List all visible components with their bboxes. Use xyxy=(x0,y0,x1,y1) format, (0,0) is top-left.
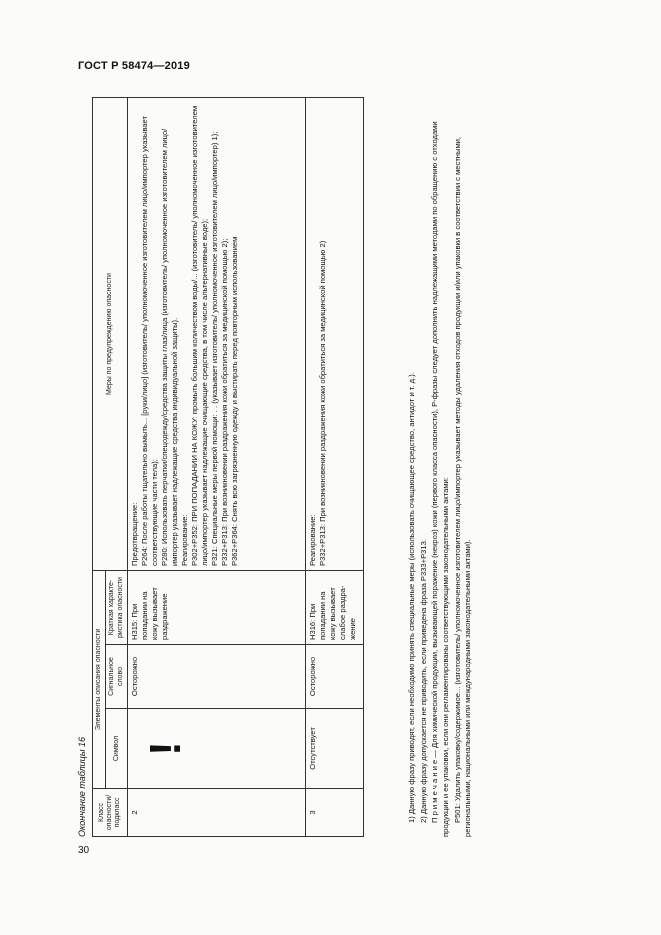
cell-symbol xyxy=(128,709,306,789)
standard-header: ГОСТ Р 58474—2019 xyxy=(78,60,190,72)
rotated-content xyxy=(77,97,517,837)
exclamation-mark-icon: ! xyxy=(141,741,191,756)
cell-short: H316: При попадании на кожу вызывает слабое раздра-жение xyxy=(306,571,364,645)
page-number: 30 xyxy=(78,845,90,856)
cell-measures xyxy=(128,98,306,571)
col-header-signal: Сигнальное слово xyxy=(106,645,128,709)
note: П р и м е ч а н и е — Для химической продукции, вызывающей поражение (некроз) кожи (первого класса опасности), P-фразы следует дополнить надлежащими методами по обращению с отходами продукции и ее упаковки, если они регламентированы соответствующими законодательными актами: xyxy=(430,121,450,837)
measure-line: P362+P364: Снять всю загрязненную одежду и выстирать перед повторным использованием xyxy=(230,236,240,566)
col-header-class: Класс опасности/ подкласс xyxy=(93,789,128,837)
measure-line: Предотвращение: xyxy=(130,502,140,566)
footnote: 2) Данную фразу допускается не приводить, если приведена фраза P333+P313. xyxy=(418,539,428,823)
measure-line: Реагирование: xyxy=(308,514,318,566)
cell-class: 2 xyxy=(128,789,306,837)
cell-symbol: Отсутствует xyxy=(306,709,364,789)
hazard-table xyxy=(92,97,364,837)
cell-signal: Осторожно xyxy=(128,645,306,709)
col-header-group: Элементы описания опасности xyxy=(93,571,106,789)
table-row xyxy=(128,98,306,837)
col-header-symbol: Символ xyxy=(106,709,128,789)
measure-line: P264: После работы тщательно вымыть... [руки/лицо] (изготовитель/ уполномоченное изготовителем лицо/импортер указывает соответствующие части тела); xyxy=(140,116,160,566)
measure-line: Реагирование: xyxy=(180,514,190,566)
note-p501: P501: Удалить упаковку/содержимое... (изготовитель/ уполномоченное изготовителем лицо/импортер указывает методы удаления отходов продукции и/или упаковки в соответствии с местными, региональными, национальными или международными законодательными актами). xyxy=(452,136,473,837)
cell-measures xyxy=(306,98,364,571)
measure-line: P280: Использовать перчатки/спецодежду/средства защиты глаз/лица (изготовитель/ уполномоченное изготовителем лицо/импортер указывает надлежащие средства индивидуальной защиты). xyxy=(160,128,180,566)
col-header-measures: Меры по предупреждению опасности xyxy=(93,98,128,571)
table-caption: Окончание таблицы 16 xyxy=(77,737,87,837)
cell-class: 3 xyxy=(306,789,364,837)
cell-signal: Осторожно xyxy=(306,645,364,709)
cell-short: H315: При попадании на кожу вызывает раздражение xyxy=(128,571,306,645)
footnote: 1) Данную фразу приводят, если необходимо принять специальные меры (использовать очищающее средство, антидот и т. д.). xyxy=(407,372,416,823)
footnotes xyxy=(407,97,475,837)
measure-line: P332+P313: При возникновении раздражения кожи обратиться за медицинской помощью 2); xyxy=(220,238,230,566)
col-header-short: Краткая характе-ристика опасности xyxy=(106,571,128,645)
table-row xyxy=(306,98,364,837)
measure-line: P321: Специальные меры первой помощи: . . (указывает изготовитель/ уполномоченное изготовителем лицо/импортер) 1); xyxy=(210,131,220,566)
measure-line: P332+P313: При возникновении раздражения кожи обратиться за медицинской помощью 2) xyxy=(318,240,328,566)
measure-line: P302+P352: ПРИ ПОПАДАНИИ НА КОЖУ: промыть большим количеством воды/... (изготовитель/ уполномоченное изготовителем лицо/импортер указывает надлежащие очищающие средства, в том числе альтернативные воде); xyxy=(190,105,210,566)
